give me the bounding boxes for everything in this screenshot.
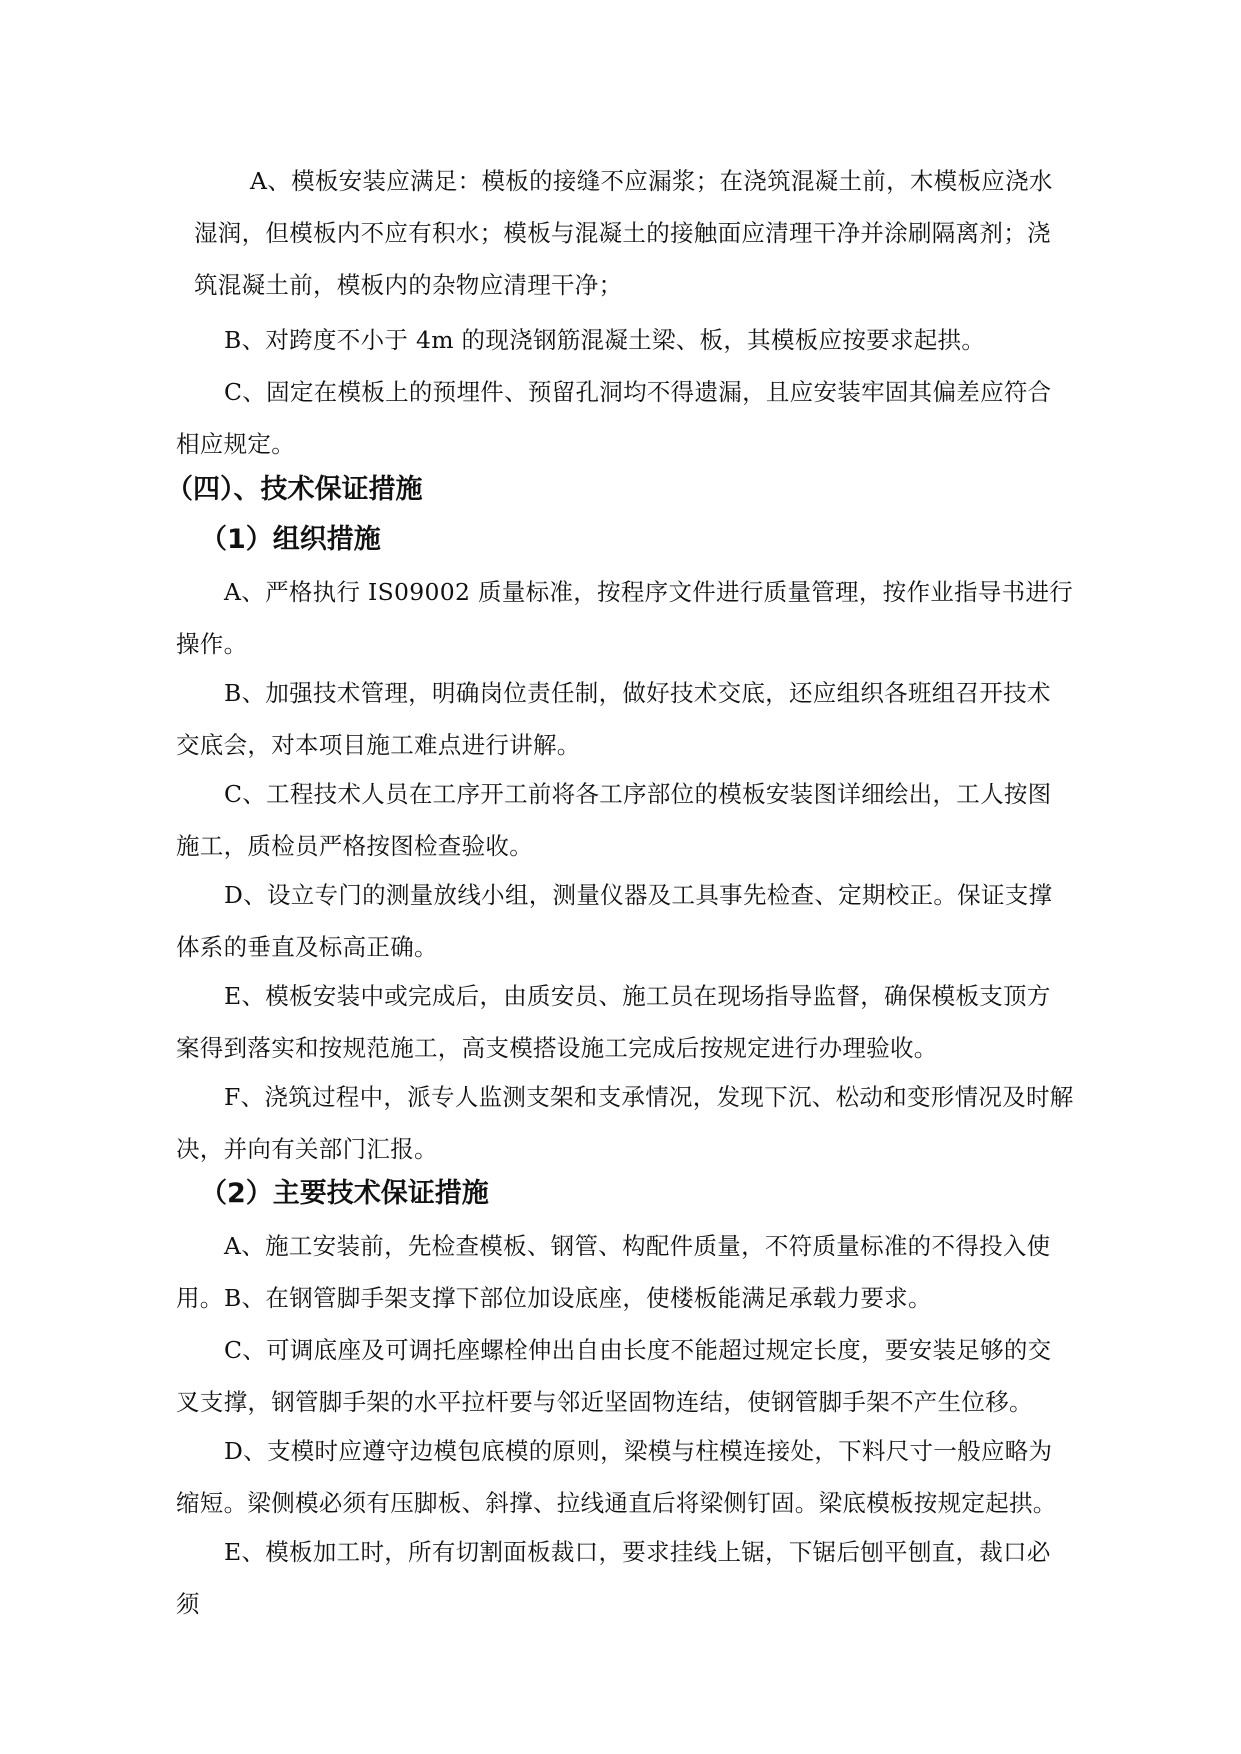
- quality-item-c: C、固定在模板上的预埋件、预留孔洞均不得遗漏，且应安装牢固其偏差应符合相应规定。: [176, 378, 1052, 458]
- org-item-a: A、严格执行 IS09002 质量标准，按程序文件进行质量管理，按作业指导书进行操作。: [176, 578, 1074, 658]
- org-item-c: C、工程技术人员在工序开工前将各工序部位的模板安装图详细绘出，工人按图施工，质检员严格按图检查验收。: [176, 780, 1052, 860]
- quality-item-b: B、对跨度不小于 4m 的现浇钢筋混凝土梁、板，其模板应按要求起拱。: [224, 326, 986, 354]
- main-item-a: A、施工安装前，先检查模板、钢管、构配件质量，不符质量标准的不得投入使用。: [176, 1232, 1051, 1312]
- quality-item-a: A、模板安装应满足：模板的接缝不应漏浆；在浇筑混凝土前，木模板应浇水湿润，但模板内不应有积水；模板与混凝土的接触面应清理干净并涂刷隔离剂；浇筑混凝土前，模板内的杂物应清理干净；: [194, 167, 1053, 299]
- org-item-e: E、模板安装中或完成后，由质安员、施工员在现场指导监督，确保模板支顶方案得到落实和按规范施工，高支模搭设施工完成后按规定进行办理验收。: [176, 982, 1051, 1062]
- main-item-e: E、模板加工时，所有切割面板裁口，要求挂线上锯，下锯后刨平刨直，裁口必须: [176, 1538, 1051, 1618]
- subheading-main-tech-measures: （2）主要技术保证措施: [200, 1178, 489, 1209]
- org-item-d: D、设立专门的测量放线小组，测量仪器及工具事先检查、定期校正。保证支撑体系的垂直及标高正确。: [176, 881, 1053, 961]
- main-item-b: B、在钢管脚手架支撑下部位加设底座，使楼板能满足承载力要求。: [224, 1284, 932, 1312]
- org-item-b: B、加强技术管理，明确岗位责任制，做好技术交底，还应组织各班组召开技术交底会，对本项目施工难点进行讲解。: [176, 679, 1051, 759]
- subheading-org-measures: （1）组织措施: [200, 524, 381, 555]
- main-item-c: C、可调底座及可调托座螺栓伸出自由长度不能超过规定长度，要安装足够的交叉支撑，钢管脚手架的水平拉杆要与邻近坚固物连结，使钢管脚手架不产生位移。: [176, 1336, 1052, 1416]
- main-item-d: D、支模时应遵守边模包底模的原则，梁模与柱模连接处，下料尺寸一般应略为缩短。梁侧模必须有压脚板、斜撑、拉线通直后将梁侧钉固。梁底模板按规定起拱。: [176, 1437, 1057, 1517]
- section-heading-tech-measures: （四）、技术保证措施: [166, 474, 423, 505]
- org-item-f: F、浇筑过程中，派专人监测支架和支承情况，发现下沉、松动和变形情况及时解决，并向有关部门汇报。: [176, 1083, 1074, 1163]
